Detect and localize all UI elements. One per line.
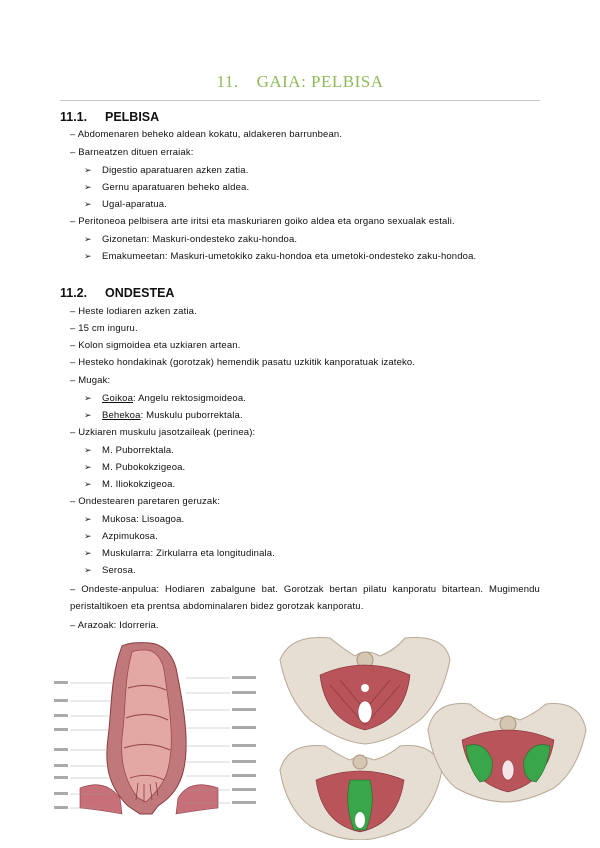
bullet-item — [84, 408, 243, 423]
bullet-item — [84, 477, 175, 492]
bullet-text: Gernu aparatuaren beheko aldea. — [102, 182, 250, 193]
bullet-text: Muskularra: Zirkularra eta longitudinala. — [102, 548, 276, 559]
bullet-item — [84, 512, 184, 527]
text-line: – Abdomenaren beheko aldean kokatu, aldakeren barrunbean. — [70, 129, 343, 140]
text-line: – Ondestearen paretaren geruzak: — [70, 496, 221, 507]
arrow-bullet-icon: ➢ — [84, 165, 92, 175]
bullet-item — [84, 249, 476, 264]
bullet-text: M. Puborrektala. — [102, 445, 175, 456]
bullet-item — [84, 232, 297, 247]
bullet-item — [84, 460, 185, 475]
bullet-text: M. Iliokokzigeoa. — [102, 479, 176, 490]
text-line: – Mugak: — [70, 375, 111, 386]
section-number: 11.2. — [60, 286, 88, 300]
bullet-item — [84, 180, 249, 195]
bullet-item — [84, 391, 246, 406]
bullet-text: Digestio aparatuaren azken zatia. — [102, 165, 249, 176]
section-heading-pelbisa — [60, 110, 159, 124]
bullet-text: M. Pubokokzigeoa. — [102, 462, 186, 473]
rectum-anatomy-figure — [50, 638, 265, 828]
pelvis-view-right — [428, 704, 586, 802]
paragraph-ampulla: – Ondeste-anpulua: Hodiaren zabalgune bat. Gorotzak bertan pilatu kanporatu bitartean. Mugimendu peristaltikoen eta prentsa abdominalaren bidez gorotzak kanporatu. — [70, 584, 540, 612]
limit-value: : Angelu rektosigmoideoa. — [133, 393, 247, 404]
section-title: ONDESTEA — [105, 286, 175, 300]
bullet-item — [84, 529, 158, 544]
limit-key: Behekoa — [102, 410, 141, 421]
section-title: PELBISA — [105, 110, 160, 124]
section-number: 11.1. — [60, 110, 88, 124]
pelvic-floor-figure — [270, 630, 590, 840]
arrow-bullet-icon: ➢ — [84, 234, 92, 244]
arrow-bullet-icon: ➢ — [84, 199, 92, 209]
pelvis-view-bottom-left — [280, 746, 442, 841]
bullet-text: Emakumeetan: Maskuri-umetokiko zaku-hondoa eta umetoki-ondesteko zaku-hondoa. — [102, 251, 477, 262]
arrow-bullet-icon: ➢ — [84, 531, 92, 541]
title-divider — [60, 100, 540, 101]
arrow-bullet-icon: ➢ — [84, 410, 92, 420]
text-line: – Arazoak: Idorreria. — [70, 620, 159, 631]
bullet-item — [84, 563, 136, 578]
bullet-item — [84, 443, 174, 458]
chapter-number: 11. — [216, 72, 239, 91]
section-heading-ondestea — [60, 286, 174, 300]
arrow-bullet-icon: ➢ — [84, 548, 92, 558]
text-line: – Heste lodiaren azken zatia. — [70, 306, 197, 317]
arrow-bullet-icon: ➢ — [84, 565, 92, 575]
bullet-item — [84, 197, 167, 212]
text-line: – Barneatzen dituen erraiak: — [70, 147, 194, 158]
chapter-title-text: GAIA: PELBISA — [256, 72, 384, 91]
text-line: – Uzkiaren muskulu jasotzaileak (perinea): — [70, 427, 256, 438]
arrow-bullet-icon: ➢ — [84, 445, 92, 455]
bullet-text: Serosa. — [102, 565, 136, 576]
arrow-bullet-icon: ➢ — [84, 393, 92, 403]
chapter-title — [0, 72, 600, 92]
bullet-text: Gizonetan: Maskuri-ondesteko zaku-hondoa. — [102, 234, 298, 245]
arrow-bullet-icon: ➢ — [84, 251, 92, 261]
text-line: – Kolon sigmoidea eta uzkiaren artean. — [70, 340, 241, 351]
bullet-item — [84, 163, 248, 178]
arrow-bullet-icon: ➢ — [84, 182, 92, 192]
text-line: – 15 cm inguru. — [70, 323, 138, 334]
arrow-bullet-icon: ➢ — [84, 462, 92, 472]
text-line: – Hesteko hondakinak (gorotzak) hemendik pasatu uzkitik kanporatuak izateko. — [70, 357, 416, 368]
arrow-bullet-icon: ➢ — [84, 479, 92, 489]
bullet-text: Azpimukosa. — [102, 531, 159, 542]
bullet-text: Ugal-aparatua. — [102, 199, 167, 210]
bullet-item — [84, 546, 275, 561]
limit-value: : Muskulu puborrektala. — [140, 410, 243, 421]
limit-key: Goikoa — [102, 393, 134, 404]
text-line: – Peritoneoa pelbisera arte iritsi eta maskuriaren goiko aldea eta organo sexualak estali. — [70, 216, 455, 227]
pelvis-view-top — [280, 637, 450, 744]
arrow-bullet-icon: ➢ — [84, 514, 92, 524]
bullet-text: Mukosa: Lisoagoa. — [102, 514, 185, 525]
